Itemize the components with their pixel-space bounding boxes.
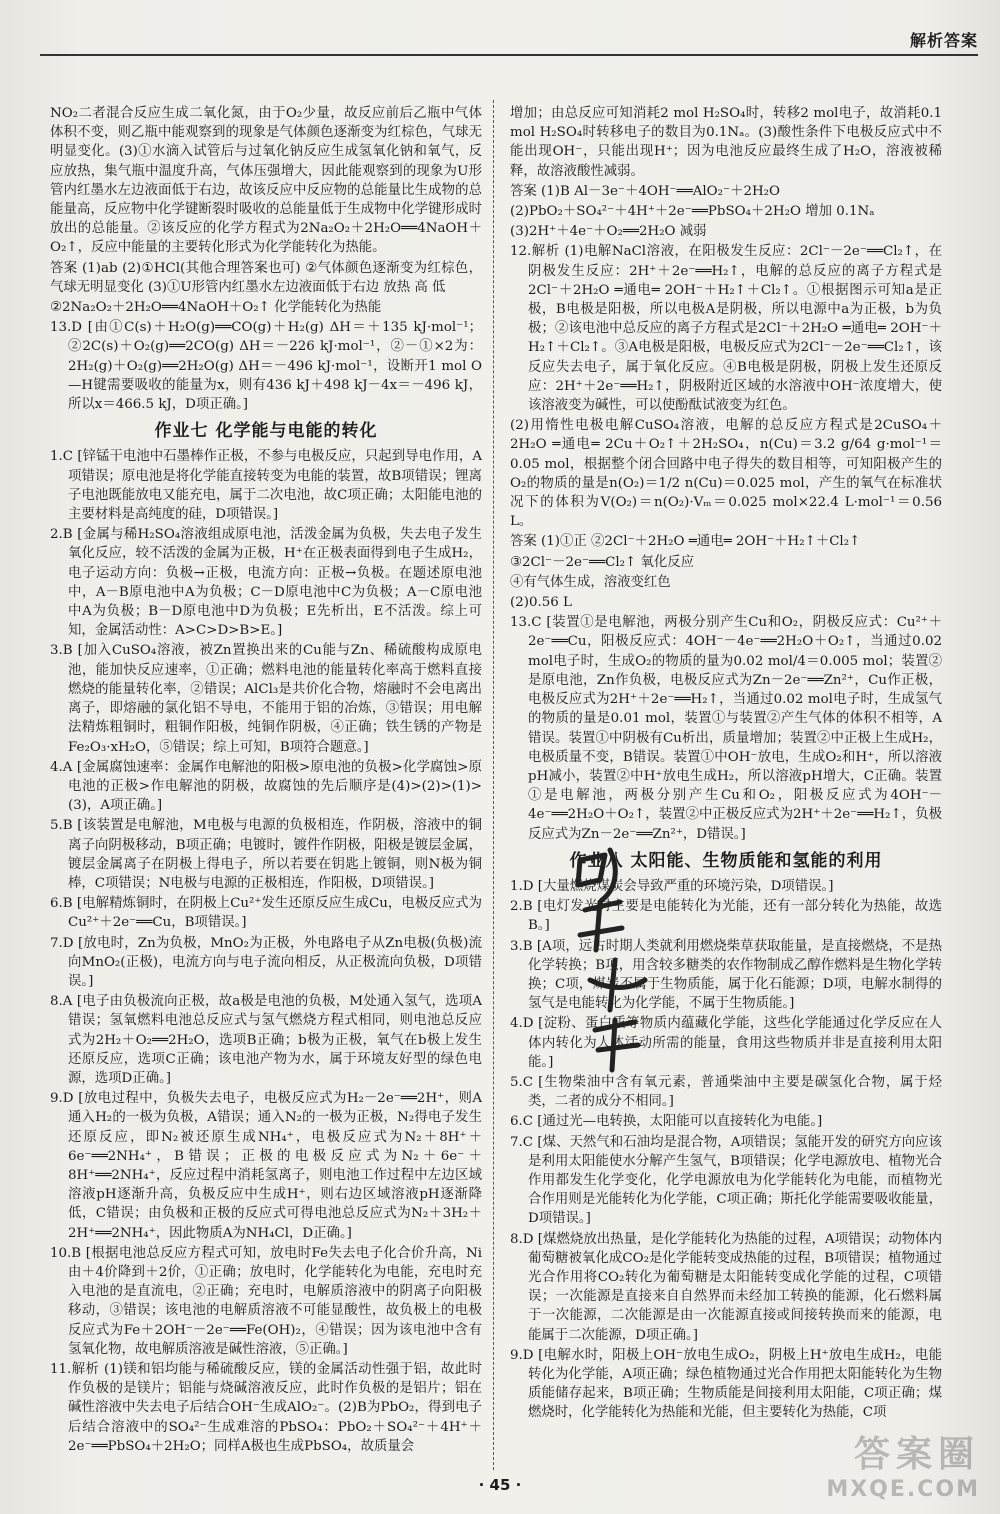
question-item: 11.解析 (1)镁和铝均能与稀硫酸反应，镁的金属活动性强于铝，故此时作负极的是镁片；铝能与烧碱溶液反应，此时作负极的是铝片；铝在碱性溶液中失去电子后结合OH⁻生成AlO₂⁻。(2)B为PbO₂，得到电子后结合溶液中的SO₄²⁻生成难溶的PbSO₄：PbO₂＋SO₄²⁻＋4H⁺＋2e⁻══PbSO₄＋2H₂O；同样A极也生成PbSO₄，故质量会 <box>50 1362 482 1454</box>
question-item: 1.D [大量燃烧煤炭会导致严重的环境污染，D项错误。] <box>510 878 834 894</box>
watermark-logo-text: 答案圈 <box>853 1434 980 1475</box>
page-number: · 45 · <box>478 1476 522 1494</box>
question-item: 12.解析 (1)电解NaCl溶液，在阳极发生反应：2Cl⁻－2e⁻══Cl₂↑，在阴极发生反应：2H⁺＋2e⁻══H₂↑，电解的总反应的离子方程式是2Cl⁻＋2H₂O ═通电═ 2OH⁻＋H₂↑＋Cl₂↑。①根据图示可知a是正极，B电极是阳极，所以电极A是阴极，所以电源中a为正极，b为负极；②该电池中总反应的离子方程式是2Cl⁻＋2H₂O ═通电═ 2OH⁻＋H₂↑＋Cl₂↑。③A电极是阳极，电极反应式为2Cl⁻－2e⁻══Cl₂↑，该反应失去电子，属于氧化反应。④B电极是阴极，阴极上发生还原反应：2H⁺＋2e⁻══H₂↑，阴极附近区域的水溶液中OH⁻浓度增大，使该溶液变为碱性，可以使酚酞试液变为红色。 <box>510 244 942 414</box>
question-item: 5.B [该装置是电解池，M电极与电源的负极相连，作阴极，溶液中的铜离子向阴极移动，B项正确；电镀时，镀件作阴极，阳极是镀层金属，镀层金属离子在阴极上得电子，所以若要在钥匙上镀铜，则N极为铜棒，C项错误；N电极与电源的正极相连，作阳极，D项错误。] <box>50 818 482 891</box>
section-title: 作业八 太阳能、生物质能和氢能的利用 <box>569 850 883 871</box>
answer-line: 答案 (1)B Al－3e⁻＋4OH⁻══AlO₂⁻＋2H₂O <box>510 183 781 199</box>
paragraph: (2)用惰性电极电解CuSO₄溶液，电解的总反应方程式是2CuSO₄＋2H₂O ═通电═ 2Cu＋O₂↑＋2H₂SO₄，n(Cu)＝3.2 g/64 g·mol⁻¹＝0.05 mol，根据整个闭合回路中电子得失的数目相等，可知阳极产生的O₂的物质的量是n(O₂)＝1/2 n(Cu)＝0.025 mol，产生的氧气在标准状况下的体积为V(O₂)＝n(O₂)·Vₘ＝0.025 mol×22.4 L·mol⁻¹＝0.56 L。 <box>510 418 942 530</box>
answer-line: ②2Na₂O₂＋2H₂O══4NaOH＋O₂↑ 化学能转化为热能 <box>50 300 382 316</box>
question-item: 2.B [金属与稀H₂SO₄溶液组成原电池，活泼金属为负极，失去电子发生氧化反应，较不活泼的金属为正极，H⁺在正极表面得到电子生成H₂，电子运动方向：负极→正极，电流方向：正极→负极。在题述原电池中，A－B原电池中A为负极；C－D原电池中C为负极；A－C原电池中A为负极；B－D原电池中D为负极；E先析出，E不活泼。综上可知，金属活动性：A>C>D>B>E。] <box>50 527 482 639</box>
answer-line: (2)0.56 L <box>510 595 572 611</box>
question-item: 3.B [加入CuSO₄溶液，被Zn置换出来的Cu能与Zn、稀硫酸构成原电池，能加快反应速率，①正确；燃料电池的能量转化率高于燃料直接燃烧的能量转化率，②错误；AlCl₃是共价化合物，熔融时不会电离出离子，即熔融的氯化铝不导电，不能用于铝的冶炼，③错误；用电解法精炼粗铜时，粗铜作阳极，纯铜作阴极，④正确；铁生锈的产物是Fe₂O₃·xH₂O，⑤错误；综上可知，B项符合题意。] <box>50 643 482 755</box>
handwritten-scribble-icon <box>560 840 670 1080</box>
question-item: 5.C [生物柴油中含有氧元素，普通柴油中主要是碳氢化合物，属于烃类，二者的成分不相同。] <box>510 1074 942 1110</box>
answer-line: 答案 (1)ab (2)①HCl(其他合理答案也可) ②气体颜色逐渐变为红棕色，气球无明显变化 (3)①U形管内红墨水左边液面低于右边 放热 高 低 <box>50 260 482 295</box>
question-item: 4.D [淀粉、蛋白质等物质内蕴藏化学能，这些化学能通过化学反应在人体内转化为人体活动所需的能量，食用这些物质并非是直接利用太阳能。] <box>510 1016 942 1070</box>
section-title: 作业七 化学能与电能的转化 <box>154 421 378 442</box>
watermark <box>826 1426 980 1502</box>
question-item: 7.D [放电时，Zn为负极，MnO₂为正极，外电路电子从Zn电极(负极)流向MnO₂(正极)，电流方向与电子流向相反，从正极流向负极，D项错误。] <box>50 935 482 989</box>
question-item: 9.D [电解水时，阳极上OH⁻放电生成O₂，阴极上H⁺放电生成H₂，电能转化为化学能，A项正确；绿色植物通过光合作用把太阳能转化为生物质能储存起来，B项正确；生物质能是间接利用太阳能，C项正确；煤燃烧时，化学能转化为热能和光能，但主要转化为热能，C项 <box>510 1347 942 1421</box>
answer-line: 答案 (1)①正 ②2Cl⁻＋2H₂O ═通电═ 2OH⁻＋H₂↑＋Cl₂↑ <box>510 534 861 550</box>
question-item: 3.B [A项，远古时期人类就利用燃烧柴草获取能量，是直接燃烧，不是热化学转换；B项，用含较多糖类的农作物制成乙醇作燃料是生物化学转换；C项，煤炭不属于生物质能，属于化石能源；D项，电解水制得的氢气是电能转化为化学能，不属于生物质能。] <box>510 938 942 1012</box>
question-item: 8.A [电子由负极流向正极，故a极是电池的负极，M处通入氢气，选项A错误；氢氧燃料电池总反应式与氢气燃烧方程式相同，则电池总反应式为2H₂＋O₂══2H₂O，选项B正确；b极为正极，氧气在b极上发生还原反应，选项C正确；该电池产物为水，属于环境友好型的绿色电源，选项D正确。] <box>50 994 482 1086</box>
watermark-url: MXQE.COM <box>826 1477 980 1502</box>
question-item: 2.B [电灯发光时主要是电能转化为光能，还有一部分转化为热能，故选B。] <box>510 899 942 934</box>
header-rule <box>40 54 978 56</box>
answer-line: ④有气体生成，溶液变红色 <box>510 574 671 590</box>
column-divider <box>493 100 494 1470</box>
answer-line: (3)2H⁺＋4e⁻＋O₂══2H₂O 减弱 <box>510 224 707 240</box>
question-item: 4.A [金属腐蚀速率：金属作电解池的阳极>原电池的负极>化学腐蚀>原电池的正极>作电解池的阴极，故腐蚀的先后顺序是(4)>(2)>(1)>(3)，A项正确。] <box>50 759 482 814</box>
question-item: 6.B [电解精炼铜时，在阴极上Cu²⁺发生还原反应生成Cu，电极反应式为Cu²⁺＋2e⁻══Cu，B项错误。] <box>50 896 482 931</box>
right-column <box>510 104 942 1424</box>
answer-line: ③2Cl⁻－2e⁻══Cl₂↑ 氧化反应 <box>510 554 695 570</box>
answer-line: (2)PbO₂＋SO₄²⁻＋4H⁺＋2e⁻══PbSO₄＋2H₂O 增加 0.1Nₐ <box>510 204 875 220</box>
question-item: 9.D [放电过程中，负极失去电子，电极反应式为H₂－2e⁻══2H⁺，则A通入H₂的一极为负极，A错误；通入N₂的一极为正极，N₂得电子发生还原反应，即N₂被还原生成NH₄⁺，电极反应式为N₂＋8H⁺＋6e⁻══2NH₄⁺，B错误；正极的电极反应式为N₂＋6e⁻＋8H⁺══2NH₄⁺，反应过程中消耗氢离子，则电池工作过程中左边区域溶液pH逐渐升高，负极反应中生成H⁺，则右边区域溶液pH逐渐降低，C错误；由负极和正极的反应式可得电池总反应式为N₂＋3H₂＋2H⁺══2NH₄⁺，因此物质A为NH₄Cl，D正确。] <box>50 1091 482 1241</box>
paragraph: 增加；由总反应可知消耗2 mol H₂SO₄时，转移2 mol电子，故消耗0.1 mol H₂SO₄时转移电子的数目为0.1Nₐ。(3)酸性条件下电极反应式中不能出现OH⁻，只能出现H⁺；因为电池反应最终生成了H₂O，溶液被稀释，故溶液酸性减弱。 <box>510 106 942 179</box>
page-header-title: 解析答案 <box>909 31 978 50</box>
question-item: 13.C [装置①是电解池，两极分别产生Cu和O₂，阴极反应式：Cu²⁺＋2e⁻══Cu，阳极反应式：4OH⁻－4e⁻══2H₂O＋O₂↑，当通过0.02 mol电子时，生成O₂的物质的量为0.02 mol/4＝0.005 mol；装置②是原电池，Zn作负极，电极反应式为Zn－2e⁻══Zn²⁺，Cu作正极，电极反应式为2H⁺＋2e⁻══H₂↑，当通过0.02 mol电子时，生成氢气的物质的量是0.01 mol，装置①与装置②产生气体的体积不相等，A错误。装置①中阴极有Cu析出，质量增加；装置②中正极上生成H₂，电极质量不变，B错误。装置①中OH⁻放电，生成O₂和H⁺，所以溶液pH减小，装置②中H⁺放电生成H₂，所以溶液pH增大，C正确。装置①是电解池，两极分别产生Cu和O₂，阳极反应式为4OH⁻－4e⁻══2H₂O＋O₂↑，装置②中正极反应式为2H⁺＋2e⁻══H₂↑，负极反应式为Zn－2e⁻══Zn²⁺，D错误。] <box>510 615 942 842</box>
question-item: 10.B [根据电池总反应方程式可知，放电时Fe失去电子化合价升高，Ni由＋4价降到＋2价，①正确；放电时，化学能转化为电能，充电时充入电池的是直流电，②正确；充电时，电解质溶液中的阴离子向阳极移动，③错误；该电池的电解质溶液不可能显酸性，故负极上的电极反应式为Fe＋2OH⁻－2e⁻══Fe(OH)₂，④错误；因为该电池中含有氢氧化物，故电解质溶液是碱性溶液，⑤正确。] <box>50 1245 482 1357</box>
question-item: 7.C [煤、天然气和石油均是混合物，A项错误；氢能开发的研究方向应该是利用太阳能使水分解产生氢气，B项错误；化学电源放电、植物光合作用都发生化学变化，化学电源放电为化学能转化为电能，而植物光合作用则是光能转化为化学能，C项正确；斯托化学能需要吸收能量，D项错误。] <box>510 1134 942 1227</box>
question-item: 8.D [煤燃烧放出热量，是化学能转化为热能的过程，A项错误；动物体内葡萄糖被氧化成CO₂是化学能转变成热能的过程，B项错误；植物通过光合作用将CO₂转化为葡萄糖是太阳能转变成化学能的过程，C项错误；一次能源是直接来自自然界而未经加工转换的能源，化石燃料属于一次能源，二次能源是由一次能源直接或间接转换而来的能源，电能属于二次能源，D项正确。] <box>510 1231 942 1343</box>
paragraph: NO₂二者混合反应生成二氧化氮，由于O₂少量，故反应前后乙瓶中气体体积不变，则乙瓶中能观察到的现象是气体颜色逐渐变为红棕色，气球无明显变化。(3)①水滴入试管后与过氧化钠反应生成氢氧化钠和氧气，反应放热，集气瓶中温度升高，气体压强增大，因此能观察到的现象为U形管内红墨水左边液面低于右边，故该反应中反应物的总能量比生成物的总能量高，反应物中化学键断裂时吸收的总能量低于生成物中化学键形成时放出的总能量。②该反应的化学方程式为2Na₂O₂＋2H₂O══4NaOH＋O₂↑，反应中能量的主要转化形式为化学能转化为热能。 <box>50 106 482 256</box>
question-item: 1.C [锌锰干电池中石墨棒作正极，不参与电极反应，只起到导电作用，A项错误；原电池是将化学能直接转变为电能的装置，故B项错误；锂离子电池既能放电又能充电，属于二次电池，故C项正确；太阳能电池的主要材料是高纯度的硅，D项错误。] <box>50 449 482 523</box>
left-column <box>50 104 482 1457</box>
question-item: 6.C [通过光—电转换，太阳能可以直接转化为电能。] <box>510 1114 823 1130</box>
question-item: 13.D [由①C(s)＋H₂O(g)══CO(g)＋H₂(g) ΔH＝＋135 kJ·mol⁻¹；②2C(s)＋O₂(g)══2CO(g) ΔH＝－226 kJ·mol⁻¹，②－①×2为：2H₂(g)＋O₂(g)══2H₂O(g) ΔH＝－496 kJ·mol⁻¹，设断开1 mol O—H键需要吸收的能量为x，则有436 kJ＋498 kJ－4x＝－496 kJ，所以x＝466.5 kJ，D项正确。] <box>50 320 482 413</box>
